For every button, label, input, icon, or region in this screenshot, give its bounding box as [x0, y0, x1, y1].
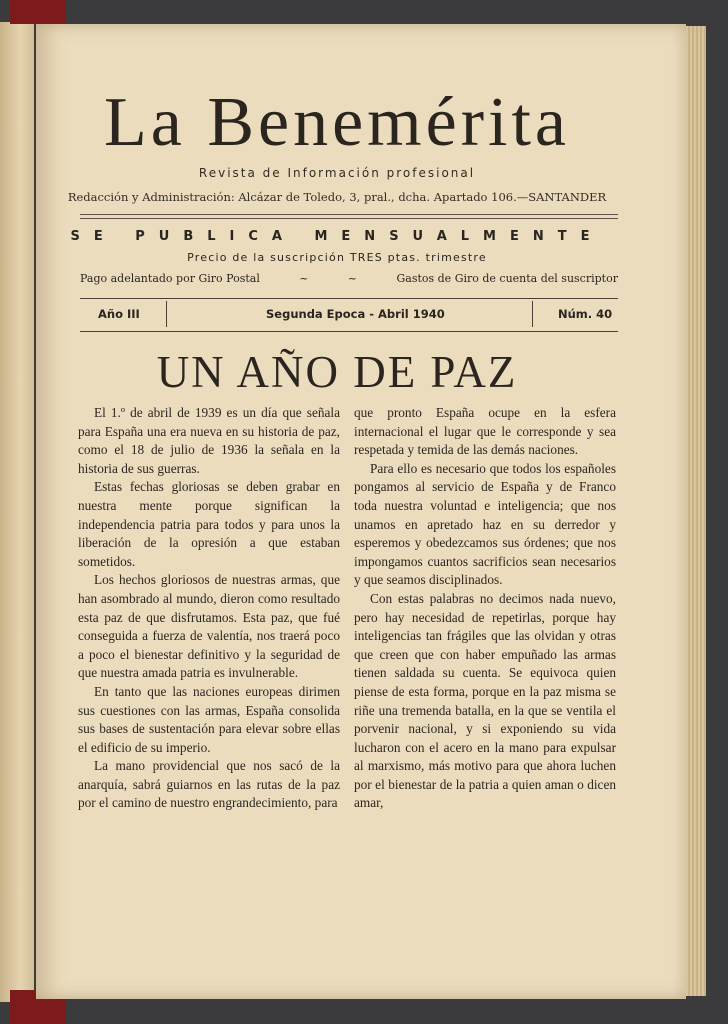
payment-mark: ~: [299, 272, 309, 285]
payment-right: Gastos de Giro de cuenta del suscriptor: [396, 272, 618, 285]
payment-left: Pago adelantado por Giro Postal: [80, 272, 260, 285]
editorial-address: Redacción y Administración: Alcázar de Toledo, 3, pral., dcha. Apartado 106.—SANTANDER: [67, 190, 607, 204]
paragraph: Con estas palabras no decimos nada nuevo, pero hay necesidad de repetirlas, porque hay inteligencias tan frágiles que las olvidan y otras que creen que con haber empuñado las armas tienen saldada su cuenta. Se equivoca quien piense de esta forma, porque en la paz misma se riñe una tremenda batalla, en la que se ventila el porvenir nacional, y si exponiendo su vida lucharon con el acero en la mano para expulsar al marxismo, más motivo para que ahora luchen por el bienestar de la patria a quien aman o dicen amar,: [354, 590, 616, 811]
divider: [80, 218, 618, 219]
masthead-title: La Benemérita: [104, 84, 570, 161]
issue-year: Año III: [98, 307, 140, 321]
paragraph: En tanto que las naciones europeas dirimen sus cuestiones con las armas, España consolida sus bases de sustentación para elevar sobre ellas el edificio de su imperio.: [78, 683, 340, 755]
subscription-price: Precio de la suscripción TRES ptas. trimestre: [187, 251, 487, 264]
paragraph: Para ello es necesario que todos los españoles pongamos al servicio de España y de Franco toda nuestra voluntad e inteligencia; que nos unamos en apretado haz en su derredor y esperemos y obedezcamos sus órdenes; que nos impongamos cuantos sacrificios sean necesarios y que seamos disciplinados.: [354, 460, 616, 588]
paragraph: Los hechos gloriosos de nuestras armas, que han asombrado al mundo, dieron como resultado esta paz de que disfrutamos. Esta paz, que fué conseguida a fuerza de valentía, nos traerá poco a poco el bienestar definitivo y la seguridad de que nuestra amada patria es invulnerable.: [78, 572, 340, 681]
article-column-right: [354, 404, 616, 813]
masthead-subtitle: Revista de Información profesional: [198, 166, 476, 180]
page-stack-edge: [686, 26, 706, 996]
payment-mark: ~: [347, 272, 358, 285]
binding-top: [10, 0, 66, 24]
issue-number: Núm. 40: [558, 307, 613, 321]
divider: [166, 301, 167, 327]
divider: [532, 301, 533, 327]
paragraph: El 1.º de abril de 1939 es un día que señala para España una era nueva en su historia de paz, como el 18 de julio de 1936 la señala en la historia de sus guerras.: [78, 405, 340, 476]
payment-terms: [80, 272, 618, 285]
left-page-edge: [0, 22, 34, 1002]
paragraph: La mano providencial que nos sacó de la anarquía, sabrá guiarnos en las rutas de la paz por el camino de nuestro engrandecimiento, para: [78, 758, 340, 811]
article-headline: UN AÑO DE PAZ: [156, 347, 518, 397]
paragraph: Estas fechas gloriosas se deben grabar en nuestra mente porque significan la independencia patria para todos y para unos la liberación de la opresión a que estaban sometidos.: [78, 479, 340, 569]
paragraph: que pronto España ocupe en la esfera internacional el lugar que le corresponde y sea respetada y temida de las demás naciones.: [354, 405, 616, 458]
article-column-left: [78, 404, 340, 813]
issue-edition: Segunda Epoca - Abril 1940: [266, 307, 445, 321]
issue-info-bar: [80, 298, 618, 332]
divider: [80, 214, 618, 215]
publication-frequency: SE PUBLICA MENSUALMENTE: [70, 229, 604, 244]
